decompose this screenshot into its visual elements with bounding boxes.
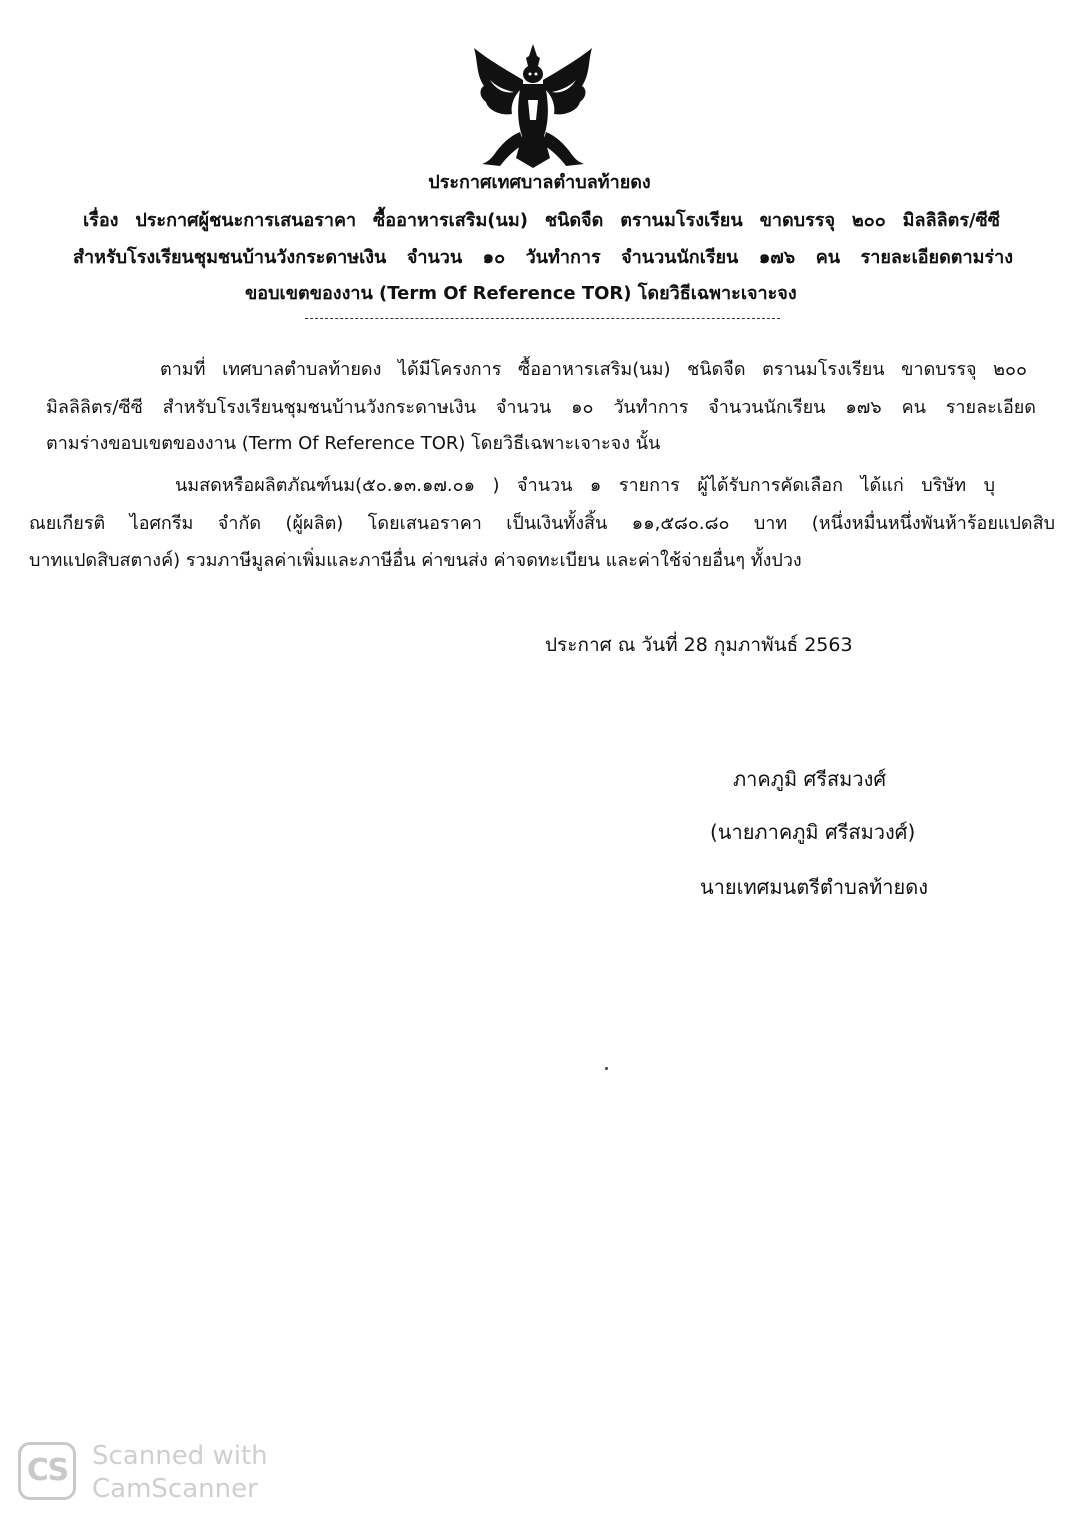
paragraph1-line-2: มิลลิลิตร/ซีซี สำหรับโรงเรียนชุมชนบ้านวังกระดาษเงิน จำนวน ๑๐ วันทำการ จำนวนนักเรียน ๑๗๖ คน รายละเอียด: [46, 397, 1036, 418]
paragraph1-line-3: ตามร่างขอบเขตของงาน (Term Of Reference TOR) โดยวิธีเฉพาะเจาะจง นั้น: [46, 433, 661, 454]
paragraph2-line-3: บาทแปดสิบสตางค์) รวมภาษีมูลค่าเพิ่มและภาษีอื่น ค่าขนส่ง ค่าจดทะเบียน และค่าใช้จ่ายอื่นๆ ทั้งปวง: [29, 550, 802, 571]
signer-name: ภาคภูมิ ศรีสมวงศ์: [733, 767, 887, 791]
camscanner-logo-icon: CS: [18, 1442, 76, 1500]
signer-full-name: (นายภาคภูมิ ศรีสมวงศ์): [710, 820, 916, 844]
watermark-line-2: CamScanner: [92, 1474, 258, 1504]
subject-line-2: สำหรับโรงเรียนชุมชนบ้านวังกระดาษเงิน จำนวน ๑๐ วันทำการ จำนวนนักเรียน ๑๗๖ คน รายละเอียดตามร่าง: [73, 247, 1013, 268]
separator-line: [305, 318, 780, 319]
subject-line-1: เรื่อง ประกาศผู้ชนะการเสนอราคา ซื้ออาหารเสริม(นม) ชนิดจืด ตรานมโรงเรียน ขาดบรรจุ ๒๐๐ มิลลิลิตร/ซีซี: [83, 210, 1000, 231]
paragraph2-line-1: นมสดหรือผลิตภัณฑ์นม(๕๐.๑๓.๑๗.๐๑ ) จำนวน ๑ รายการ ผู้ได้รับการคัดเลือก ได้แก่ บริษัท บุ: [175, 475, 995, 496]
scan-speck: [605, 1067, 608, 1070]
announcement-title: ประกาศเทศบาลตำบลท้ายดง: [428, 172, 651, 193]
paragraph1-line-1: ตามที่ เทศบาลตำบลท้ายดง ได้มีโครงการ ซื้ออาหารเสริม(นม) ชนิดจืด ตรานมโรงเรียน ขาดบรรจุ ๒๐๐: [160, 359, 1027, 380]
watermark-line-1: Scanned with: [92, 1441, 268, 1471]
signer-position: นายเทศมนตรีตำบลท้ายดง: [700, 875, 928, 899]
announce-date: ประกาศ ณ วันที่ 28 กุมภาพันธ์ 2563: [545, 634, 853, 656]
garuda-emblem-icon: [466, 40, 600, 172]
subject-line-3: ขอบเขตของงาน (Term Of Reference TOR) โดยวิธีเฉพาะเจาะจง: [245, 283, 797, 304]
paragraph2-line-2: ณยเกียรติ ไอศกรีม จำกัด (ผู้ผลิต) โดยเสนอราคา เป็นเงินทั้งสิ้น ๑๑,๕๘๐.๘๐ บาท (หนึ่งหมื่นหนึ่งพันห้าร้อยแปดสิบ: [29, 513, 1055, 534]
